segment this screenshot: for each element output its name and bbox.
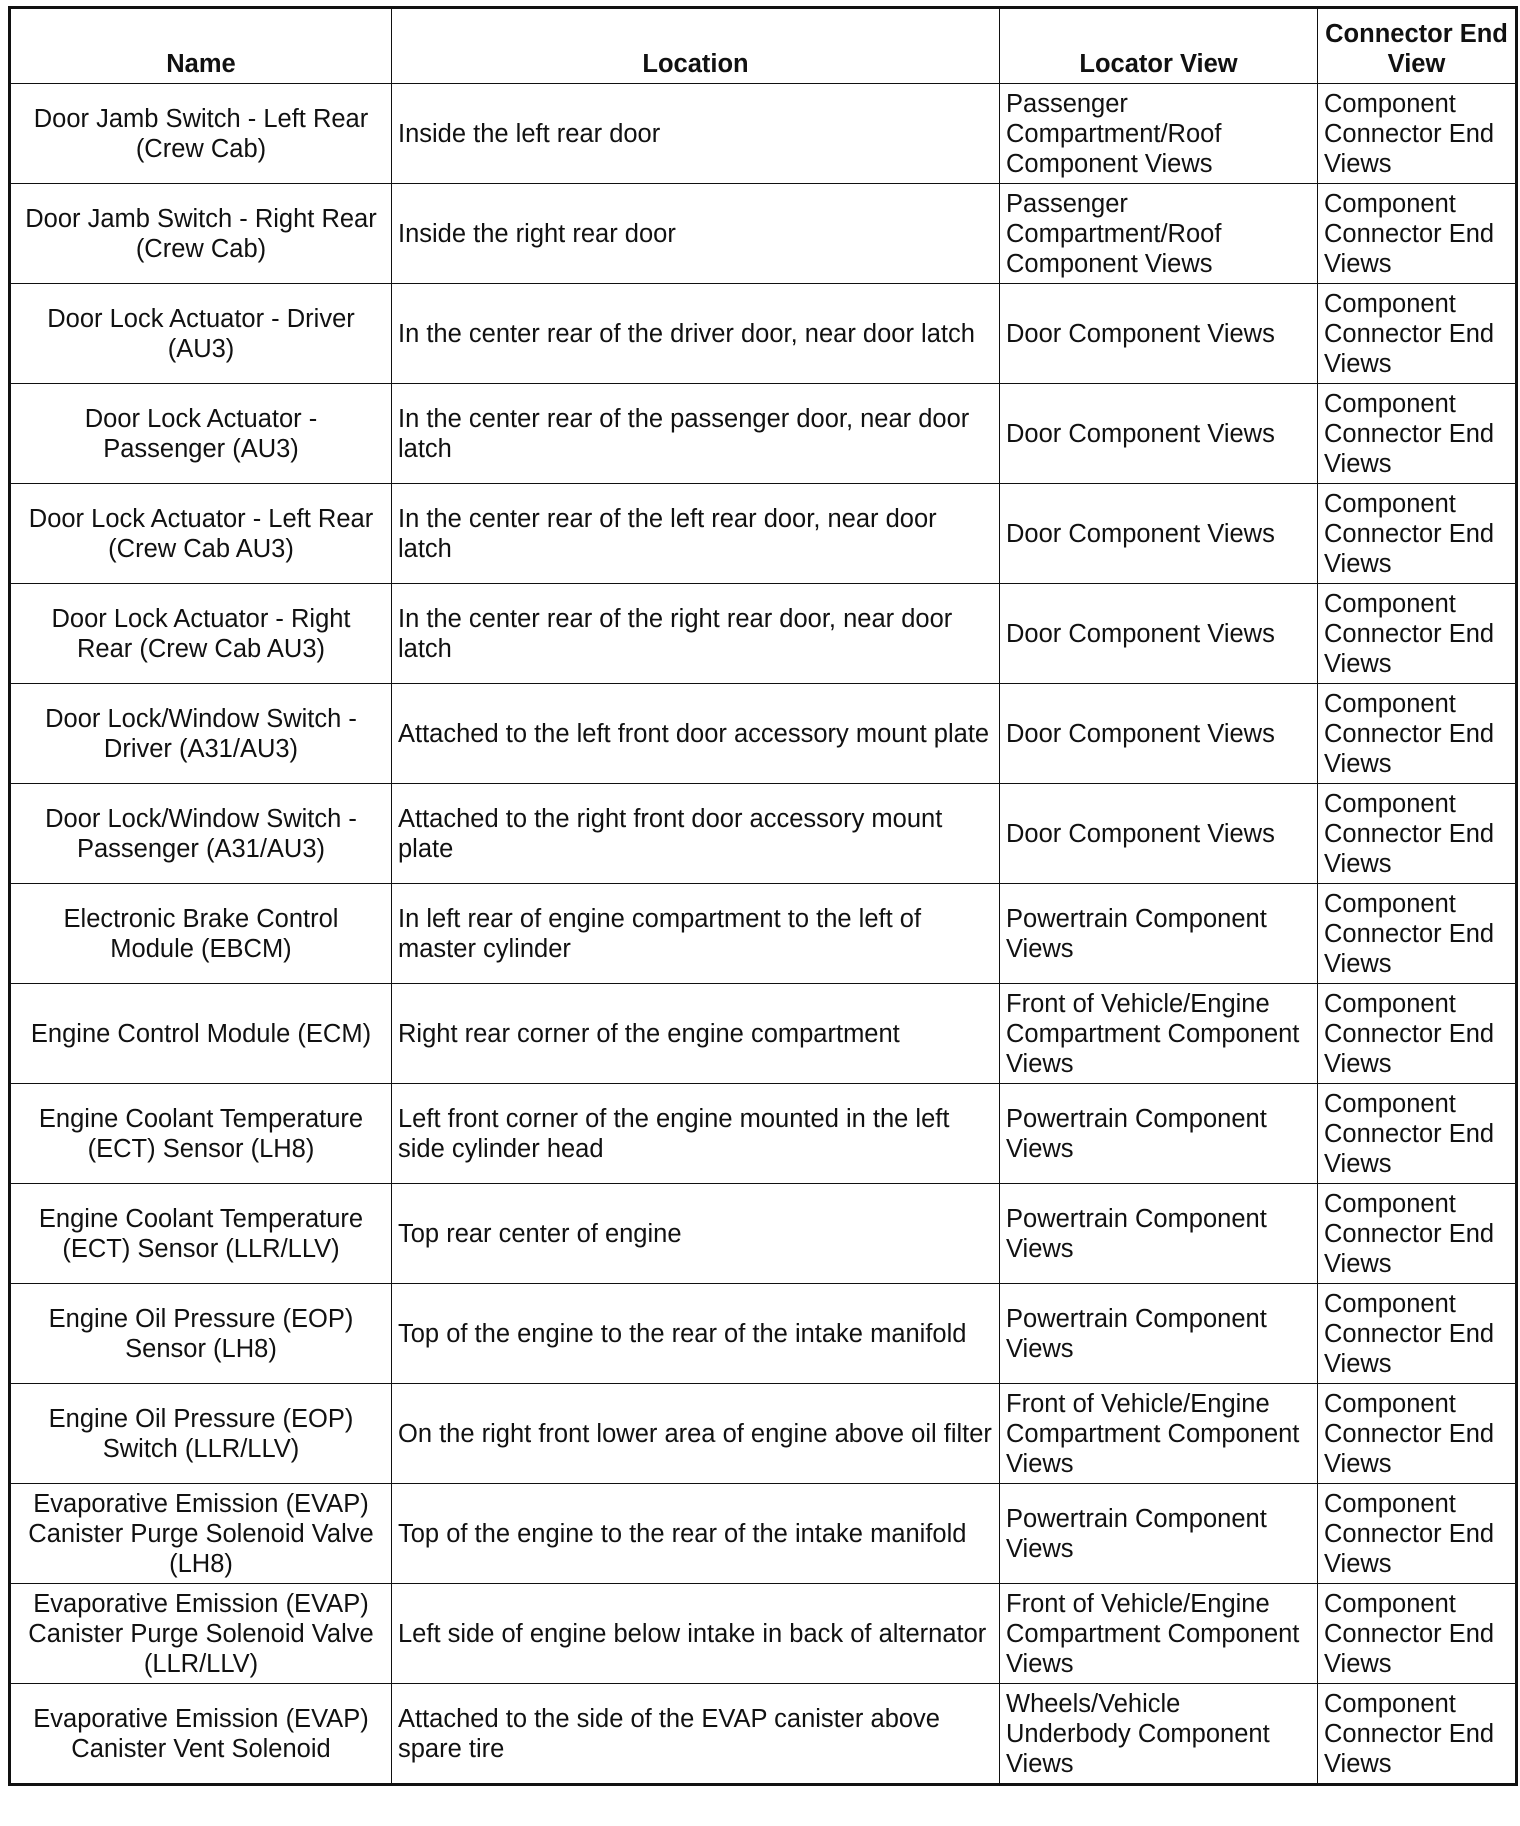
cell-connector-end-view: Component Connector End Views (1318, 84, 1517, 184)
cell-connector-end-view: Component Connector End Views (1318, 984, 1517, 1084)
cell-name: Door Jamb Switch - Left Rear (Crew Cab) (10, 84, 392, 184)
cell-location: Left front corner of the engine mounted in the left side cylinder head (392, 1084, 1000, 1184)
cell-name: Evaporative Emission (EVAP) Canister Purge Solenoid Valve (LH8) (10, 1484, 392, 1584)
cell-locator-view: Front of Vehicle/Engine Compartment Component Views (1000, 1384, 1318, 1484)
table-row (10, 884, 1517, 984)
table-row (10, 784, 1517, 884)
component-locator-sheet (8, 6, 1518, 1786)
table-row (10, 84, 1517, 184)
table-row (10, 184, 1517, 284)
cell-name: Engine Oil Pressure (EOP) Switch (LLR/LLV) (10, 1384, 392, 1484)
cell-location: Top of the engine to the rear of the intake manifold (392, 1484, 1000, 1584)
header-row (10, 8, 1517, 84)
table-row (10, 1384, 1517, 1484)
cell-locator-view: Powertrain Component Views (1000, 1084, 1318, 1184)
table-row (10, 584, 1517, 684)
cell-locator-view: Powertrain Component Views (1000, 884, 1318, 984)
table-row (10, 1284, 1517, 1384)
cell-connector-end-view: Component Connector End Views (1318, 1384, 1517, 1484)
cell-locator-view: Door Component Views (1000, 584, 1318, 684)
cell-name: Engine Coolant Temperature (ECT) Sensor (LLR/LLV) (10, 1184, 392, 1284)
cell-name: Door Lock Actuator - Left Rear (Crew Cab AU3) (10, 484, 392, 584)
cell-location: Top rear center of engine (392, 1184, 1000, 1284)
cell-locator-view: Passenger Compartment/Roof Component Views (1000, 84, 1318, 184)
cell-connector-end-view: Component Connector End Views (1318, 1184, 1517, 1284)
cell-connector-end-view: Component Connector End Views (1318, 284, 1517, 384)
cell-name: Engine Coolant Temperature (ECT) Sensor (LH8) (10, 1084, 392, 1184)
cell-name: Evaporative Emission (EVAP) Canister Purge Solenoid Valve (LLR/LLV) (10, 1584, 392, 1684)
column-header-locator-view: Locator View (1000, 8, 1318, 84)
table-row (10, 684, 1517, 784)
cell-name: Engine Control Module (ECM) (10, 984, 392, 1084)
cell-locator-view: Door Component Views (1000, 284, 1318, 384)
cell-connector-end-view: Component Connector End Views (1318, 1284, 1517, 1384)
cell-connector-end-view: Component Connector End Views (1318, 1084, 1517, 1184)
cell-name: Evaporative Emission (EVAP) Canister Vent Solenoid (10, 1684, 392, 1785)
column-header-location: Location (392, 8, 1000, 84)
cell-connector-end-view: Component Connector End Views (1318, 684, 1517, 784)
cell-location: In the center rear of the driver door, near door latch (392, 284, 1000, 384)
cell-location: On the right front lower area of engine above oil filter (392, 1384, 1000, 1484)
table-row (10, 284, 1517, 384)
cell-locator-view: Powertrain Component Views (1000, 1184, 1318, 1284)
cell-location: Left side of engine below intake in back of alternator (392, 1584, 1000, 1684)
cell-connector-end-view: Component Connector End Views (1318, 884, 1517, 984)
table-row (10, 1084, 1517, 1184)
cell-locator-view: Door Component Views (1000, 684, 1318, 784)
table-row (10, 1684, 1517, 1785)
cell-name: Engine Oil Pressure (EOP) Sensor (LH8) (10, 1284, 392, 1384)
cell-location: Right rear corner of the engine compartment (392, 984, 1000, 1084)
cell-connector-end-view: Component Connector End Views (1318, 584, 1517, 684)
cell-name: Door Lock/Window Switch - Driver (A31/AU3) (10, 684, 392, 784)
cell-connector-end-view: Component Connector End Views (1318, 1484, 1517, 1584)
cell-locator-view: Door Component Views (1000, 784, 1318, 884)
table-row (10, 1184, 1517, 1284)
cell-name: Door Lock/Window Switch - Passenger (A31/AU3) (10, 784, 392, 884)
column-header-name: Name (10, 8, 392, 84)
cell-location: In left rear of engine compartment to the left of master cylinder (392, 884, 1000, 984)
cell-connector-end-view: Component Connector End Views (1318, 184, 1517, 284)
cell-locator-view: Powertrain Component Views (1000, 1284, 1318, 1384)
cell-location: Top of the engine to the rear of the intake manifold (392, 1284, 1000, 1384)
cell-location: Inside the left rear door (392, 84, 1000, 184)
cell-location: In the center rear of the passenger door, near door latch (392, 384, 1000, 484)
cell-name: Door Lock Actuator - Right Rear (Crew Cab AU3) (10, 584, 392, 684)
cell-locator-view: Front of Vehicle/Engine Compartment Component Views (1000, 1584, 1318, 1684)
column-header-connector-end-view: Connector End View (1318, 8, 1517, 84)
table-row (10, 1584, 1517, 1684)
table-row (10, 984, 1517, 1084)
cell-locator-view: Powertrain Component Views (1000, 1484, 1318, 1584)
cell-location: Attached to the side of the EVAP canister above spare tire (392, 1684, 1000, 1785)
cell-connector-end-view: Component Connector End Views (1318, 484, 1517, 584)
cell-connector-end-view: Component Connector End Views (1318, 384, 1517, 484)
cell-name: Door Lock Actuator - Passenger (AU3) (10, 384, 392, 484)
cell-location: Attached to the left front door accessory mount plate (392, 684, 1000, 784)
cell-name: Door Jamb Switch - Right Rear (Crew Cab) (10, 184, 392, 284)
cell-locator-view: Door Component Views (1000, 484, 1318, 584)
table-row (10, 384, 1517, 484)
table-row (10, 484, 1517, 584)
component-locator-table (8, 6, 1518, 1786)
cell-location: In the center rear of the right rear door, near door latch (392, 584, 1000, 684)
cell-name: Door Lock Actuator - Driver (AU3) (10, 284, 392, 384)
cell-location: Inside the right rear door (392, 184, 1000, 284)
cell-location: In the center rear of the left rear door, near door latch (392, 484, 1000, 584)
cell-connector-end-view: Component Connector End Views (1318, 784, 1517, 884)
cell-connector-end-view: Component Connector End Views (1318, 1584, 1517, 1684)
cell-locator-view: Wheels/Vehicle Underbody Component Views (1000, 1684, 1318, 1785)
table-body (10, 84, 1517, 1785)
cell-connector-end-view: Component Connector End Views (1318, 1684, 1517, 1785)
cell-location: Attached to the right front door accessory mount plate (392, 784, 1000, 884)
cell-locator-view: Door Component Views (1000, 384, 1318, 484)
cell-locator-view: Passenger Compartment/Roof Component Views (1000, 184, 1318, 284)
cell-name: Electronic Brake Control Module (EBCM) (10, 884, 392, 984)
table-row (10, 1484, 1517, 1584)
cell-locator-view: Front of Vehicle/Engine Compartment Component Views (1000, 984, 1318, 1084)
